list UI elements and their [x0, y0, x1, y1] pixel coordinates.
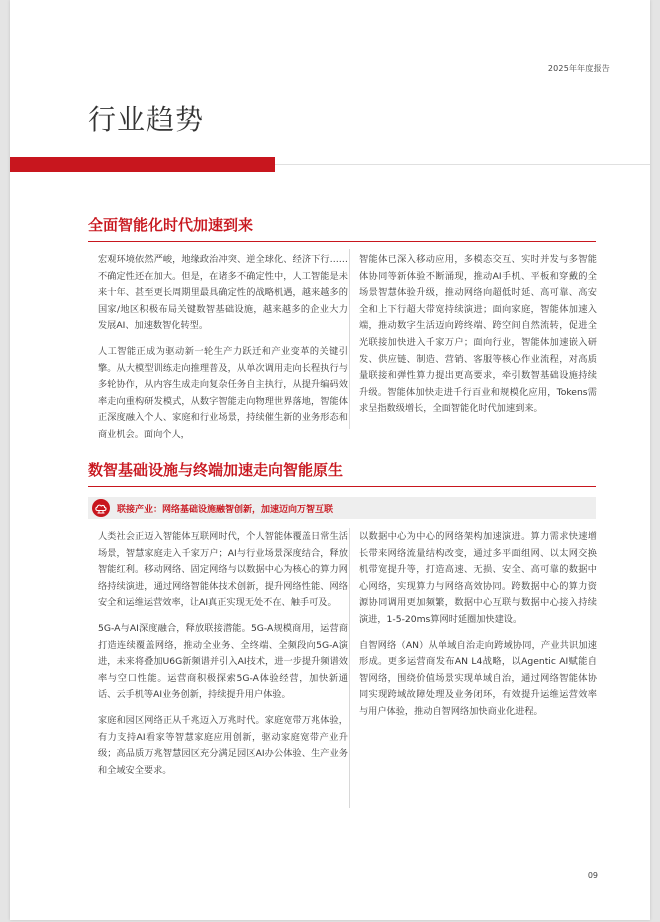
paragraph: 以数据中心为中心的网络架构加速演进。算力需求快速增长带来网络流量结构改变，通过多平面组网、以太网交换机带宽提升等，打造高速、无损、安全、高可靠的数据中心网络，实现算力与网络高效协同。跨数据中心的算力资源协同调用更加频繁，数据中心互联与数据中心接入持续演进，1-5-20ms算网时延圈加快建设。: [359, 531, 597, 625]
section2-left-column: [98, 529, 348, 788]
paragraph: 宏观环境依然严峻，地缘政治冲突、逆全球化、经济下行……不确定性还在加大。但是，在诸多不确定性中，人工智能是未来十年、甚至更长周期里最具确定性的战略机遇，越来越多的国家/地区积极布局关键数智基础设施，越来越多的企业大力发展AI、加速数智化转型。: [98, 254, 348, 332]
paragraph: 智能体已深入移动应用，多模态交互、实时并发与多智能体协同等新体验不断涌现，推动AI手机、平板和穿戴的全场景智慧体验升级，推动网络向超低时延、高可靠、高安全和上下行超大带宽持续演进；面向家庭，智能体加速入端，推动数字生活迈向跨终端、跨空间自然流转，促进全光联接加快进入千家万户；面向行业，智能体加速嵌入研发、供应链、制造、营销、客服等核心作业流程，对高质量联接和弹性算力提出更高要求，牵引数智基础设施持续升级。智能体加快走进千行百业和规模化应用，Tokens需求呈指数级增长，全面智能化时代加速到来。: [359, 254, 597, 415]
paragraph: 自智网络（AN）从单域自治走向跨域协同，产业共识加速形成。更多运营商发布AN L4战略，以Agentic AI赋能自智网络，围绕价值场景实现单域自治，通过网络智能体协同实现跨域故障处理及业务闭环，有效提升运维运营效率与用户体验，推动自智网络加快商业化进程。: [359, 639, 597, 717]
column-divider: [349, 249, 350, 429]
section-rule: [88, 486, 596, 487]
title-accent-bar: [10, 157, 275, 172]
section-rule: [88, 241, 596, 242]
section1-left-column: [98, 252, 348, 453]
paragraph: 人工智能正成为驱动新一轮生产力跃迁和产业变革的关键引擎。从大模型训练走向推理普及，从单次调用走向长程执行与多轮协作，从内容生成走向复杂任务自主执行，从提升编码效率走向重构研发模式，从数字智能走向物理世界落地，智能体正深度融入个人、家庭和行业场景，持续催生新的业务形态和商业机会。面向个人，: [98, 345, 348, 440]
paragraph: 人类社会正迈入智能体互联网时代，个人智能体覆盖日常生活场景，智慧家庭走入千家万户；AI与行业场景深度结合，释放智能红利。移动网络、固定网络与以数据中心为核心的算力网络持续演进，通过网络智能体技术创新，提升网络性能、网络安全和运维运营效率，让AI真正实现无处不在、触手可及。: [98, 531, 348, 609]
section-heading-infrastructure: 数智基础设施与终端加速走向智能原生: [88, 461, 344, 479]
report-label: 2025年年度报告: [547, 64, 610, 73]
callout-text: 联接产业：网络基础设施融智创新，加速迈向万智互联: [117, 505, 334, 515]
page-title: 行业趋势: [88, 103, 205, 136]
title-divider-line: [275, 164, 650, 165]
section-heading-intelligence-era: 全面智能化时代加速到来: [88, 216, 254, 234]
report-page: [10, 0, 650, 920]
column-divider: [349, 528, 350, 808]
paragraph: 5G-A与AI深度融合，释放联接潜能。5G-A规模商用，运营商打造连续覆盖网络，推动全业务、全终端、全频段向5G-A演进，未来将叠加U6G新频谱并引入AI技术，进一步提升频谱效率与空口性能。运营商积极探索5G-A体验经营，加快新通话、云手机等AI业务创新，持续提升用户体验。: [98, 622, 348, 701]
page-number: 09: [587, 871, 598, 880]
section1-right-column: [359, 252, 597, 427]
callout-banner: [88, 497, 596, 519]
section2-right-column: [359, 529, 597, 730]
cloud-network-icon: [92, 499, 110, 517]
paragraph: 家庭和园区网络正从千兆迈入万兆时代。家庭宽带万兆体验，有力支持AI看家等智慧家庭应用创新，驱动家庭宽带产业升级；高品质万兆智慧园区充分满足园区AI办公体验、生产业务和全域安全要求。: [98, 714, 348, 776]
